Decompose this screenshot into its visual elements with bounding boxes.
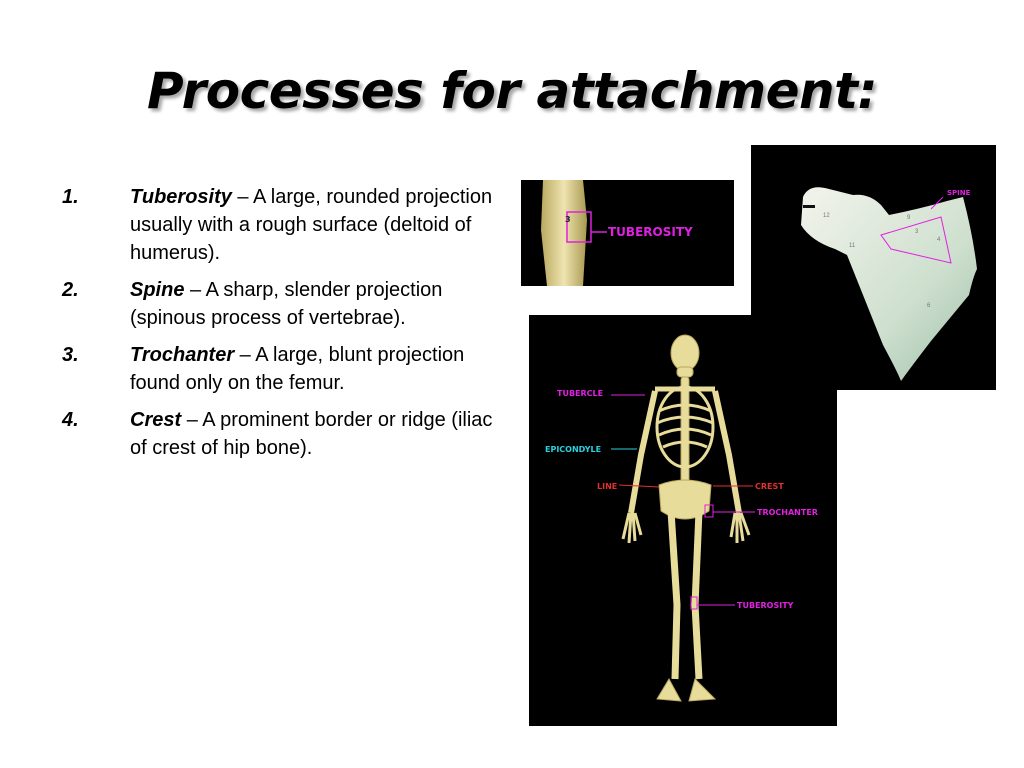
- tubercle-label: TUBERCLE: [557, 389, 604, 398]
- skeleton-image: [529, 315, 837, 726]
- list-item: [62, 341, 502, 397]
- crest-label: CREST: [755, 482, 784, 491]
- tuberosity-marker-number: 3: [565, 215, 571, 224]
- spine-label: SPINE: [947, 189, 971, 197]
- skeleton-figure: [623, 335, 749, 701]
- list-item: [62, 183, 502, 267]
- epicondyle-label: EPICONDYLE: [545, 445, 602, 454]
- list-item: [62, 406, 502, 462]
- item-term: Trochanter: [130, 344, 235, 366]
- item-description: – A large, blunt projection found only on the femur.: [130, 344, 465, 394]
- line-label: LINE: [597, 482, 618, 491]
- line-leader-line: [619, 485, 659, 487]
- item-description: – A sharp, slender projection (spinous process of vertebrae).: [130, 279, 443, 329]
- item-term: Spine: [130, 279, 185, 301]
- item-number: 2.: [62, 279, 79, 301]
- item-number: 3.: [62, 344, 79, 366]
- scapula-number: 3: [915, 229, 919, 235]
- item-term: Crest: [130, 409, 182, 431]
- tuberosity-image: [521, 180, 734, 286]
- scapula-number: 12: [823, 213, 830, 219]
- item-term: Tuberosity: [130, 186, 232, 208]
- process-list: [62, 183, 502, 471]
- item-description: – A large, rounded projection usually with a rough surface (deltoid of humerus).: [130, 186, 493, 264]
- item-number: 1.: [62, 186, 79, 208]
- scapula-number: 11: [849, 243, 856, 249]
- scapula-number: 6: [927, 303, 931, 309]
- item-number: 4.: [62, 409, 79, 431]
- scapula-number: 4: [937, 237, 941, 243]
- tibial-tuberosity-label: TUBEROSITY: [737, 601, 794, 610]
- humerus-shaft: [541, 180, 587, 286]
- slide-title: Processes for attachment:: [147, 62, 877, 120]
- scapula-number: 9: [907, 215, 911, 221]
- item-description: – A prominent border or ridge (iliac of crest of hip bone).: [130, 409, 493, 459]
- list-item: [62, 276, 502, 332]
- scapula-pointer-mark: [803, 205, 815, 208]
- trochanter-label: TROCHANTER: [757, 508, 818, 517]
- tuberosity-label: TUBEROSITY: [608, 225, 693, 239]
